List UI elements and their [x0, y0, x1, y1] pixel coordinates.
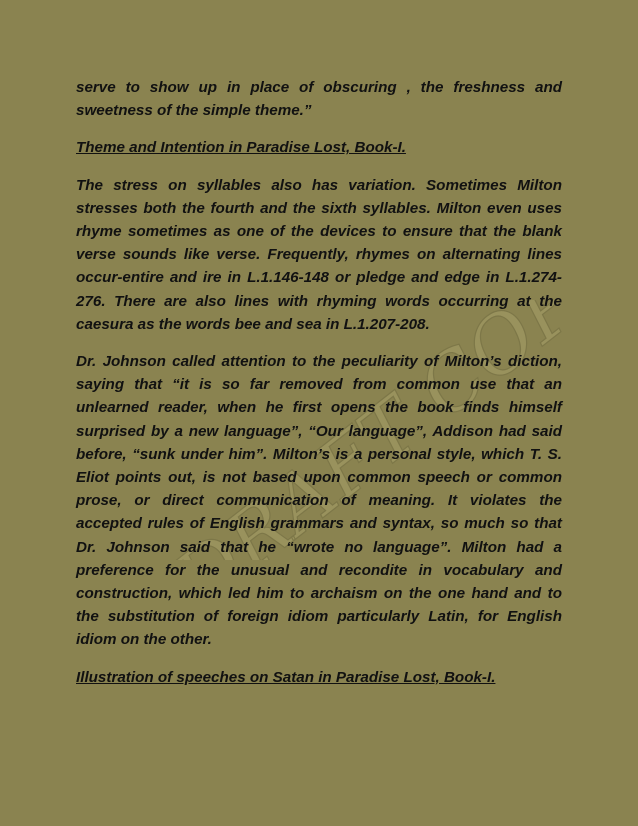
document-body: [76, 76, 562, 689]
paragraph-syllables: The stress on syllables also has variation. Sometimes Milton stresses both the fourth and the sixth syllables. Milton even uses rhyme sometimes as one of the devices to ensure that the blank verse sounds like verse. Frequently, rhymes on alternating lines occur-entire and ire in L.1.146-148 or pledge and edge in L.1.274-276. There are also lines with rhyming words occurring at the caesura as the words bee and sea in L.1.207-208.: [76, 176, 562, 333]
section-heading-satan: Illustration of speeches on Satan in Paradise Lost, Book-I.: [76, 668, 496, 686]
paragraph-diction: Dr. Johnson called attention to the peculiarity of Milton’s diction, saying that “it is so far removed from common use that an unlearned reader, when he first opens the book finds himself surprised by a new language”, “Our language”, Addison had said before, “sunk under him”. Milton’s is a personal style, which T. S. Eliot points out, is not based upon common speech or common prose, or direct communication of meaning. It violates the accepted rules of English grammars and syntax, so much so that Dr. Johnson said that he “wrote no language”. Milton had a preference for the unusual and recondite in vocabulary and construction, which led him to archaism on the one hand and to the substitution of foreign idiom particularly Latin, for English idiom on the other.: [76, 353, 562, 649]
paragraph-quote-end: serve to show up in place of obscuring , the freshness and sweetness of the simple theme.”: [76, 79, 562, 120]
watermark-text: DRAFT COPY: [158, 300, 570, 560]
section-heading-theme: Theme and Intention in Paradise Lost, Book-I.: [76, 139, 406, 157]
